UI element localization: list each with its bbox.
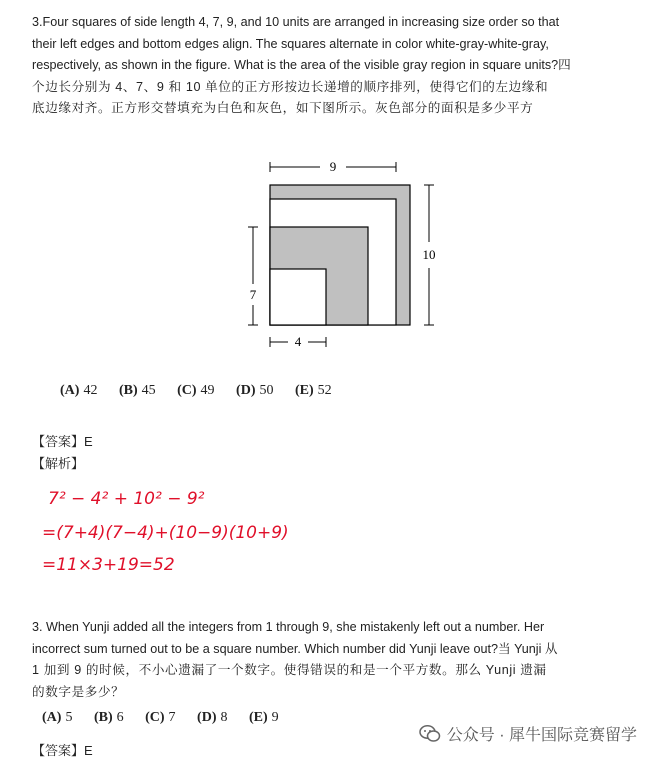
- choice-c[interactable]: (C) 49: [177, 383, 215, 398]
- choice-c[interactable]: (C) 7: [145, 710, 176, 725]
- question2-line: incorrect sum turned out to be a square number. Which number did Yunji leave out?当 Yunji 从: [32, 641, 558, 656]
- choice-a[interactable]: (A) 42: [60, 383, 98, 398]
- choice-b[interactable]: (B) 6: [93, 710, 124, 725]
- question2-line: 的数字是多少？: [32, 684, 125, 699]
- wechat-icon: [419, 724, 441, 744]
- label-9: 9: [329, 159, 337, 174]
- question1-line: their left edges and bottom edges align. The squares alternate in color white-gray-white-gray,: [32, 36, 549, 51]
- choice-b[interactable]: (B) 45: [118, 383, 156, 398]
- squares-figure: [240, 150, 470, 360]
- question1-line: 3.Four squares of side length 4, 7, 9, and 10 units are arranged in increasing size order so that: [32, 15, 560, 29]
- question1-choices: [60, 383, 350, 399]
- choice-a[interactable]: (A) 5: [42, 710, 73, 725]
- choice-e[interactable]: (E) 9: [248, 710, 279, 725]
- dimension-7: [248, 227, 258, 325]
- question2-text: [32, 617, 632, 703]
- label-10: 10: [422, 247, 436, 262]
- watermark: [419, 722, 637, 745]
- choice-d[interactable]: (D) 50: [236, 383, 274, 398]
- analysis-label: 【解析】: [32, 456, 85, 471]
- handwritten-solution: [40, 482, 340, 582]
- question2-line: 3. When Yunji added all the integers from 1 through 9, she mistakenly left out a number. Her: [32, 620, 545, 634]
- watermark-text: 公众号 · 犀牛国际竞赛留学: [446, 727, 637, 744]
- question1-line: 个边长分别为 4、7、9 和 10 单位的正方形按边长递增的顺序排列，使得它们的左边缘和: [32, 79, 549, 94]
- handwritten-line: 7² − 4² + 10² − 9²: [48, 489, 205, 509]
- question2-line: 1 加到 9 的时候，不小心遗漏了一个数字。使得错误的和是一个平方数。那么 Yunji 遗漏: [32, 663, 547, 677]
- handwritten-line: =11×3+19=52: [42, 555, 175, 575]
- label-4: 4: [294, 334, 302, 349]
- choice-d[interactable]: (D) 8: [197, 710, 228, 725]
- answer-label: 【答案】E: [32, 434, 93, 449]
- handwritten-line: =(7+4)(7−4)+(10−9)(10+9): [42, 523, 289, 543]
- choice-e[interactable]: (E) 52: [294, 383, 332, 398]
- question2-choices: [42, 710, 297, 726]
- answer-label: 【答案】E: [32, 743, 93, 758]
- question1-line: respectively, as shown in the figure. What is the area of the visible gray region in square units?四: [32, 58, 571, 72]
- square-4: [270, 269, 326, 325]
- label-7: 7: [249, 287, 257, 302]
- question1-text: [32, 12, 632, 120]
- question1-line: 底边缘对齐。正方形交替填充为白色和灰色，如下图所示。灰色部分的面积是多少平方: [32, 101, 534, 115]
